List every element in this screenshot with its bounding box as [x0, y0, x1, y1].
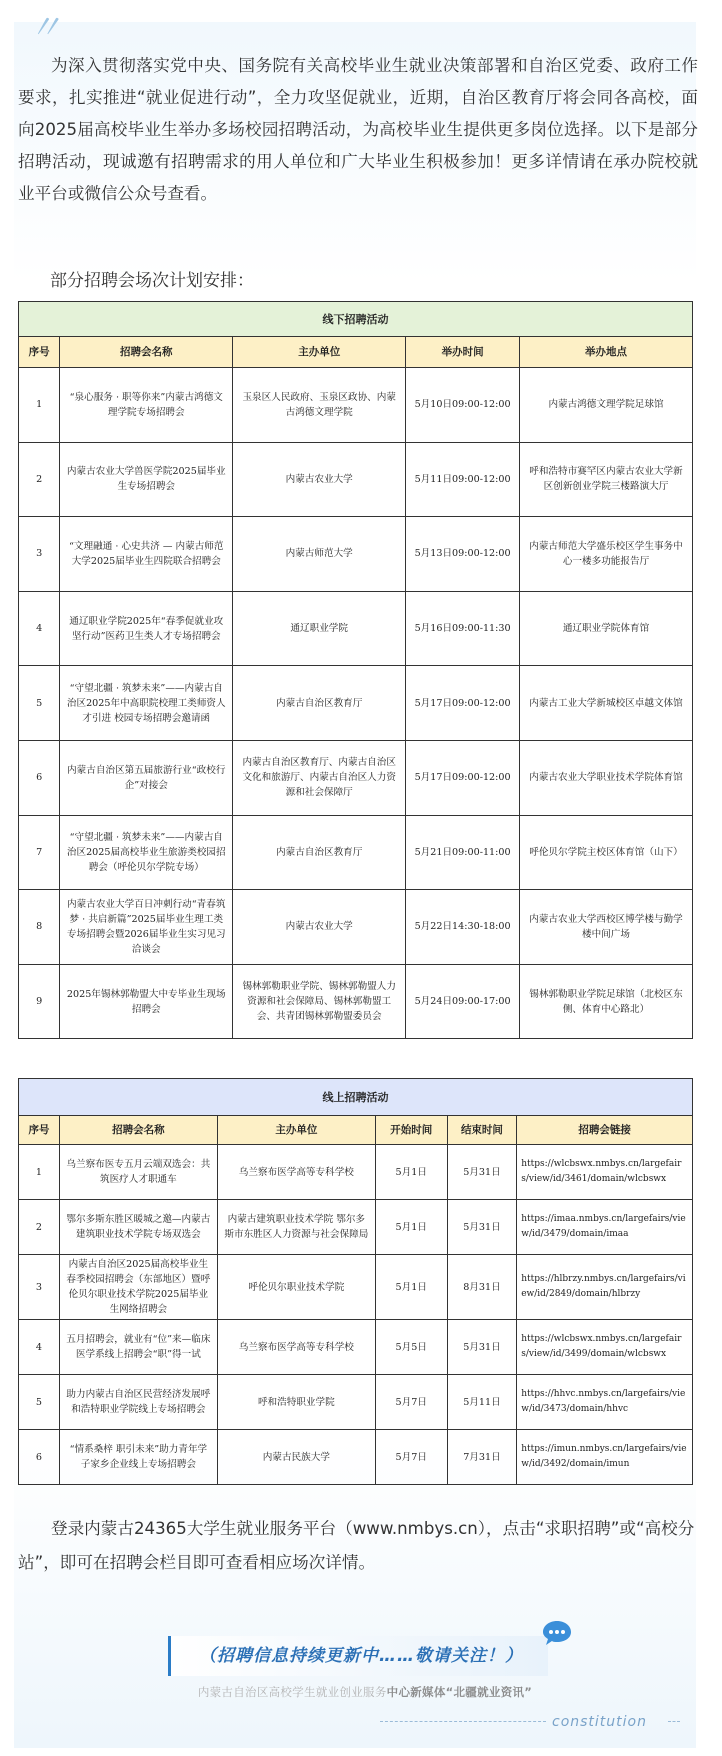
cell-venue: 内蒙古农业大学西校区博学楼与勤学楼中间广场 [520, 890, 693, 965]
table-row [19, 368, 693, 443]
cell-venue: 通辽职业学院体育馆 [520, 591, 693, 666]
online-col-name: 招聘会名称 [59, 1116, 217, 1145]
media-credit-name: 中心新媒体“北疆就业资讯” [386, 1685, 533, 1699]
offline-col-index: 序号 [19, 337, 60, 368]
cell-host: 乌兰察布医学高等专科学校 [217, 1320, 375, 1375]
cell-start: 5月1日 [375, 1255, 447, 1320]
cell-host: 内蒙古自治区教育厅 [233, 815, 406, 890]
cell-time: 5月11日09:00-12:00 [406, 442, 520, 517]
cell-index: 1 [19, 368, 60, 443]
cell-fair-name: 助力内蒙古自治区民营经济发展呼和浩特职业学院线上专场招聘会 [59, 1375, 217, 1430]
online-col-index: 序号 [19, 1116, 60, 1145]
cell-host: 锡林郭勒职业学院、锡林郭勒盟人力资源和社会保障局、锡林郭勒盟工会、共青团锡林郭勒盟委员会 [233, 964, 406, 1039]
cell-fair-name: “守望北疆 · 筑梦未来”——内蒙古自治区2025届高校毕业生旅游类校园招聘会（呼伦贝尔学院专场） [60, 815, 233, 890]
cell-index: 4 [19, 1320, 60, 1375]
offline-title: 线下招聘活动 [19, 302, 693, 337]
cell-fair-name: 五月招聘会，就业有“位”来—临床医学系线上招聘会“职”得一试 [59, 1320, 217, 1375]
cell-start: 5月7日 [375, 1430, 447, 1485]
cell-time: 5月22日14:30-18:00 [406, 890, 520, 965]
offline-table [18, 301, 693, 1039]
online-col-link: 招聘会链接 [517, 1116, 693, 1145]
cell-fair-name: 内蒙古农业大学百日冲刺行动“青春筑梦 · 共启新篇”2025届毕业生理工类专场招聘会暨2026届毕业生实习见习洽谈会 [60, 890, 233, 965]
cell-end: 5月11日 [447, 1375, 517, 1430]
cell-host: 通辽职业学院 [233, 591, 406, 666]
cell-index: 1 [19, 1145, 60, 1200]
cell-link[interactable]: https://wlcbswx.nmbys.cn/largefairs/view/id/3461/domain/wlcbswx [517, 1145, 693, 1200]
online-title: 线上招聘活动 [19, 1079, 693, 1116]
cell-start: 5月7日 [375, 1375, 447, 1430]
table-row [19, 740, 693, 815]
cell-index: 2 [19, 1200, 60, 1255]
cell-time: 5月24日09:00-17:00 [406, 964, 520, 1039]
cell-fair-name: “守望北疆 · 筑梦未来”——内蒙古自治区2025年中高职院校理工类师资人才引进 校园专场招聘会邀请函 [60, 666, 233, 741]
cell-fair-name: 内蒙古农业大学兽医学院2025届毕业生专场招聘会 [60, 442, 233, 517]
cell-host: 内蒙古建筑职业技术学院 鄂尔多斯市东胜区人力资源与社会保障局 [217, 1200, 375, 1255]
cell-venue: 内蒙古鸿德文理学院足球馆 [520, 368, 693, 443]
cell-index: 3 [19, 517, 60, 592]
cell-index: 5 [19, 666, 60, 741]
table-row [19, 1375, 693, 1430]
table-row [19, 666, 693, 741]
divider-dash-right [668, 1721, 680, 1722]
cell-venue: 内蒙古师范大学盛乐校区学生事务中心一楼多功能报告厅 [520, 517, 693, 592]
cell-end: 5月31日 [447, 1200, 517, 1255]
table-row [19, 1430, 693, 1485]
constitution-label: constitution [552, 1714, 647, 1730]
offline-col-name: 招聘会名称 [60, 337, 233, 368]
cell-index: 3 [19, 1255, 60, 1320]
cell-start: 5月1日 [375, 1200, 447, 1255]
cell-fair-name: 鄂尔多斯东胜区暖城之邀—内蒙古建筑职业技术学院专场双选会 [59, 1200, 217, 1255]
cell-link[interactable]: https://hhvc.nmbys.cn/largefairs/view/id/3473/domain/hhvc [517, 1375, 693, 1430]
table-row [19, 591, 693, 666]
table-row [19, 1320, 693, 1375]
cell-index: 7 [19, 815, 60, 890]
table-row [19, 890, 693, 965]
online-col-start: 开始时间 [375, 1116, 447, 1145]
cell-host: 乌兰察布医学高等专科学校 [217, 1145, 375, 1200]
cell-time: 5月21日09:00-11:00 [406, 815, 520, 890]
cell-link[interactable]: https://imun.nmbys.cn/largefairs/view/id/3492/domain/imun [517, 1430, 693, 1485]
cell-fair-name: 乌兰察布医专五月云端双选会：共筑医疗人才职通车 [59, 1145, 217, 1200]
cell-index: 8 [19, 890, 60, 965]
cell-venue: 呼伦贝尔学院主校区体育馆（山下） [520, 815, 693, 890]
cell-venue: 内蒙古农业大学职业技术学院体育馆 [520, 740, 693, 815]
cell-venue: 锡林郭勒职业学院足球馆（北校区东侧、体育中心路北） [520, 964, 693, 1039]
divider-dash-left [380, 1721, 546, 1722]
table-row [19, 1200, 693, 1255]
cell-time: 5月16日09:00-11:30 [406, 591, 520, 666]
cell-fair-name: “情系桑梓 职引未来”助力青年学子家乡企业线上专场招聘会 [59, 1430, 217, 1485]
plan-title: 部分招聘会场次计划安排： [50, 271, 254, 291]
intro-paragraph: 为深入贯彻落实党中央、国务院有关高校毕业生就业决策部署和自治区党委、政府工作要求，扎实推进“就业促进行动”，全力攻坚促就业，近期，自治区教育厅将会同各高校，面向2025届高校毕业生举办多场校园招聘活动，为高校毕业生提供更多岗位选择。以下是部分招聘活动，现诚邀有招聘需求的用人单位和广大毕业生积极参加！更多详情请在承办院校就业平台或微信公众号查看。 [18, 56, 698, 203]
constitution-divider [380, 1710, 680, 1734]
quote-icon: 〃 [28, 8, 58, 48]
cell-time: 5月10日09:00-12:00 [406, 368, 520, 443]
cell-link[interactable]: https://wlcbswx.nmbys.cn/largefairs/view/id/3499/domain/wlcbswx [517, 1320, 693, 1375]
cell-fair-name: 内蒙古自治区第五届旅游行业“政校行企”对接会 [60, 740, 233, 815]
cell-index: 2 [19, 442, 60, 517]
media-credit-prefix: 内蒙古自治区高校学生就业创业服务 [197, 1685, 387, 1699]
chat-bubble-icon [542, 1620, 572, 1646]
cell-end: 8月31日 [447, 1255, 517, 1320]
cell-fair-name: 内蒙古自治区2025届高校毕业生春季校园招聘会（东部地区）暨呼伦贝尔职业技术学院2025届毕业生网络招聘会 [59, 1255, 217, 1320]
cell-start: 5月1日 [375, 1145, 447, 1200]
cell-host: 玉泉区人民政府、玉泉区政协、内蒙古鸿德文理学院 [233, 368, 406, 443]
update-banner [168, 1636, 548, 1676]
outro-paragraph: 登录内蒙古24365大学生就业服务平台（www.nmbys.cn），点击“求职招聘”或“高校分站”，即可在招聘会栏目即可查看相应场次详情。 [18, 1519, 695, 1572]
cell-end: 7月31日 [447, 1430, 517, 1485]
cell-end: 5月31日 [447, 1145, 517, 1200]
cell-host: 内蒙古师范大学 [233, 517, 406, 592]
offline-col-venue: 举办地点 [520, 337, 693, 368]
offline-col-host: 主办单位 [233, 337, 406, 368]
cell-start: 5月5日 [375, 1320, 447, 1375]
cell-fair-name: 通辽职业学院2025年“春季促就业攻坚行动”医药卫生类人才专场招聘会 [60, 591, 233, 666]
cell-host: 内蒙古自治区教育厅、内蒙古自治区文化和旅游厅、内蒙古自治区人力资源和社会保障厅 [233, 740, 406, 815]
cell-index: 5 [19, 1375, 60, 1430]
cell-time: 5月17日09:00-12:00 [406, 740, 520, 815]
cell-fair-name: “泉心服务 · 职等你来”内蒙古鸿德文理学院专场招聘会 [60, 368, 233, 443]
cell-host: 内蒙古农业大学 [233, 442, 406, 517]
cell-fair-name: “文理融通 · 心史共济 — 内蒙古师范大学2025届毕业生四院联合招聘会 [60, 517, 233, 592]
online-table [18, 1078, 693, 1485]
cell-host: 呼伦贝尔职业技术学院 [217, 1255, 375, 1320]
cell-index: 6 [19, 740, 60, 815]
cell-index: 9 [19, 964, 60, 1039]
table-row [19, 517, 693, 592]
cell-end: 5月31日 [447, 1320, 517, 1375]
cell-time: 5月17日09:00-12:00 [406, 666, 520, 741]
online-col-end: 结束时间 [447, 1116, 517, 1145]
table-row [19, 815, 693, 890]
offline-col-time: 举办时间 [406, 337, 520, 368]
table-row [19, 442, 693, 517]
table-row [19, 1255, 693, 1320]
table-row [19, 964, 693, 1039]
cell-host: 内蒙古自治区教育厅 [233, 666, 406, 741]
cell-host: 呼和浩特职业学院 [217, 1375, 375, 1430]
cell-time: 5月13日09:00-12:00 [406, 517, 520, 592]
cell-venue: 呼和浩特市赛罕区内蒙古农业大学新区创新创业学院三楼路演大厅 [520, 442, 693, 517]
online-col-host: 主办单位 [217, 1116, 375, 1145]
cell-host: 内蒙古农业大学 [233, 890, 406, 965]
cell-index: 4 [19, 591, 60, 666]
media-credit [140, 1682, 590, 1702]
cell-index: 6 [19, 1430, 60, 1485]
table-row [19, 1145, 693, 1200]
update-banner-text: （招聘信息持续更新中……敬请关注！） [199, 1646, 523, 1666]
cell-link[interactable]: https://imaa.nmbys.cn/largefairs/view/id/3479/domain/imaa [517, 1200, 693, 1255]
cell-fair-name: 2025年锡林郭勒盟大中专毕业生现场招聘会 [60, 964, 233, 1039]
cell-link[interactable]: https://hlbrzy.nmbys.cn/largefairs/view/id/2849/domain/hlbrzy [517, 1255, 693, 1320]
cell-host: 内蒙古民族大学 [217, 1430, 375, 1485]
cell-venue: 内蒙古工业大学新城校区卓越文体馆 [520, 666, 693, 741]
